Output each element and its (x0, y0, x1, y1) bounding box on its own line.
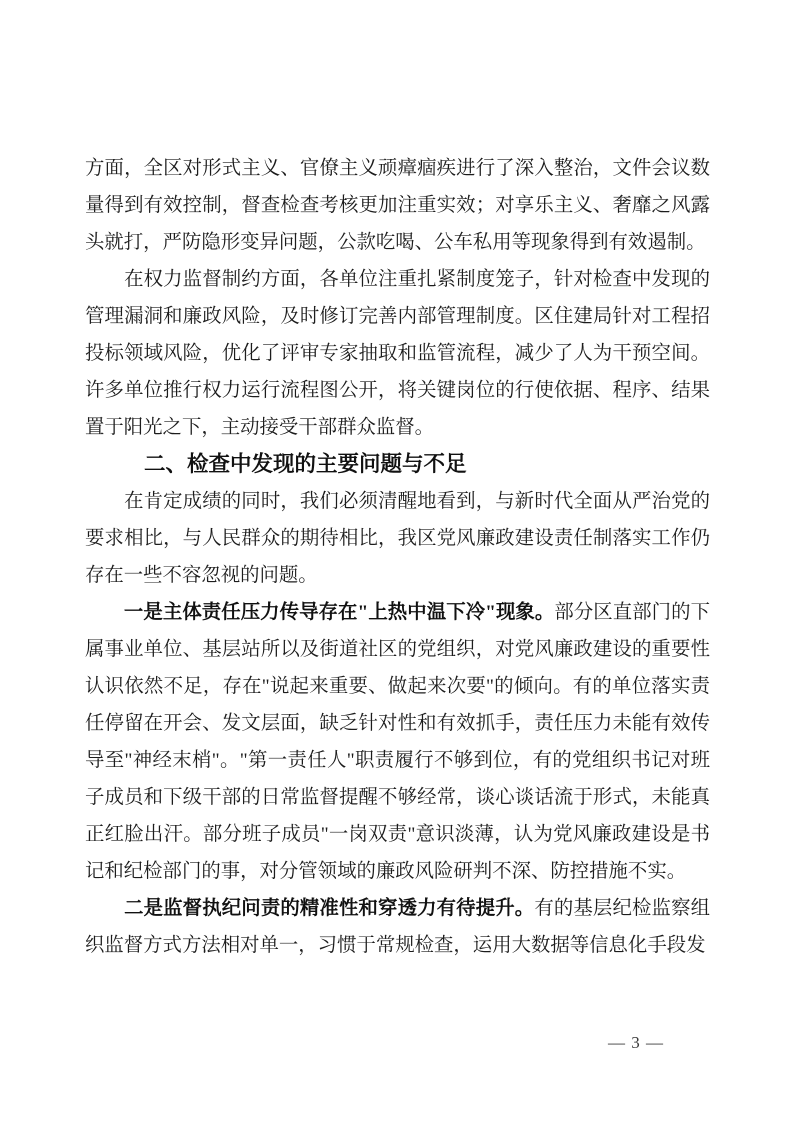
para-power-supervision-line (85, 335, 710, 372)
para-problem-1-responsibility-line (85, 705, 710, 742)
body-text: 管理漏洞和廉政风险，及时修订完善内部管理制度。区住建局针对工程招 (85, 306, 710, 327)
para-problem-1-responsibility-line (85, 853, 710, 890)
body-text: 在肯定成绩的同时，我们必须清醒地看到，与新时代全面从严治党的 (85, 491, 710, 512)
body-text: 织监督方式方法相对单一，习惯于常规检查，运用大数据等信息化手段发 (85, 935, 706, 956)
body-text: 有的基层纪检监察组 (534, 898, 710, 919)
para-problem-1-responsibility-line (85, 816, 710, 853)
body-text: 存在一些不容忽视的问题。 (85, 565, 318, 586)
bold-lead-in: 一是主体责任压力传导存在"上热中温下冷"现象。 (85, 602, 555, 623)
para-problems-overview-line (85, 557, 710, 594)
body-text: 投标领域风险，优化了评审专家抽取和监管流程，减少了人为干预空间。 (85, 343, 710, 364)
para-power-supervision-line (85, 372, 710, 409)
body-text: 在权力监督制约方面，各单位注重扎紧制度笼子，针对检查中发现的 (85, 269, 710, 290)
para-problem-1-responsibility-line (85, 742, 710, 779)
para-power-supervision-line (85, 409, 710, 446)
para-formalism-rectification-line (85, 224, 710, 261)
para-problem-1-responsibility-line (85, 631, 710, 668)
para-formalism-rectification-line (85, 187, 710, 224)
para-problems-overview-line (85, 520, 710, 557)
body-text: 方面，全区对形式主义、官僚主义顽瘴痼疾进行了深入整治，文件会议数 (85, 158, 710, 179)
para-problem-2-supervision-line (85, 890, 710, 927)
para-problems-overview-line (85, 483, 710, 520)
page-number: — 3 — (608, 1033, 664, 1052)
body-text: 导至"神经末梢"。"第一责任人"职责履行不够到位，有的党组织书记对班 (85, 750, 710, 771)
para-problem-1-responsibility-line (85, 668, 710, 705)
body-text: 正红脸出汗。部分班子成员"一岗双责"意识淡薄，认为党风廉政建设是书 (85, 824, 710, 845)
body-text: 要求相比，与人民群众的期待相比，我区党风廉政建设责任制落实工作仍 (85, 528, 710, 549)
body-text: 量得到有效控制，督查检查考核更加注重实效；对享乐主义、奢靡之风露 (85, 195, 710, 216)
body-text: 属事业单位、基层站所以及街道社区的党组织，对党风廉政建设的重要性 (85, 639, 710, 660)
body-text: 任停留在开会、发文层面，缺乏针对性和有效抓手，责任压力未能有效传 (85, 713, 710, 734)
para-problem-2-supervision-line (85, 927, 710, 964)
para-power-supervision-line (85, 261, 710, 298)
body-text: 子成员和下级干部的日常监督提醒不够经常，谈心谈话流于形式，未能真 (85, 787, 710, 808)
para-power-supervision-line (85, 298, 710, 335)
body-text: 头就打，严防隐形变异问题，公款吃喝、公车私用等现象得到有效遏制。 (85, 232, 706, 253)
section-heading-2: 二、检查中发现的主要问题与不足 (144, 452, 467, 476)
para-problem-1-responsibility-line (85, 594, 710, 631)
document-body (85, 150, 710, 964)
body-text: 许多单位推行权力运行流程图公开，将关键岗位的行使依据、程序、结果 (85, 380, 710, 401)
body-text: 部分区直部门的下 (554, 602, 710, 623)
para-problem-1-responsibility-line (85, 779, 710, 816)
body-text: 认识依然不足，存在"说起来重要、做起来次要"的倾向。有的单位落实责 (85, 676, 710, 697)
body-text: 记和纪检部门的事，对分管领域的廉政风险研判不深、防控措施不实。 (85, 861, 687, 882)
bold-lead-in: 二是监督执纪问责的精准性和穿透力有待提升。 (85, 898, 535, 919)
body-text: 置于阳光之下，主动接受干部群众监督。 (85, 417, 435, 438)
para-formalism-rectification-line (85, 150, 710, 187)
